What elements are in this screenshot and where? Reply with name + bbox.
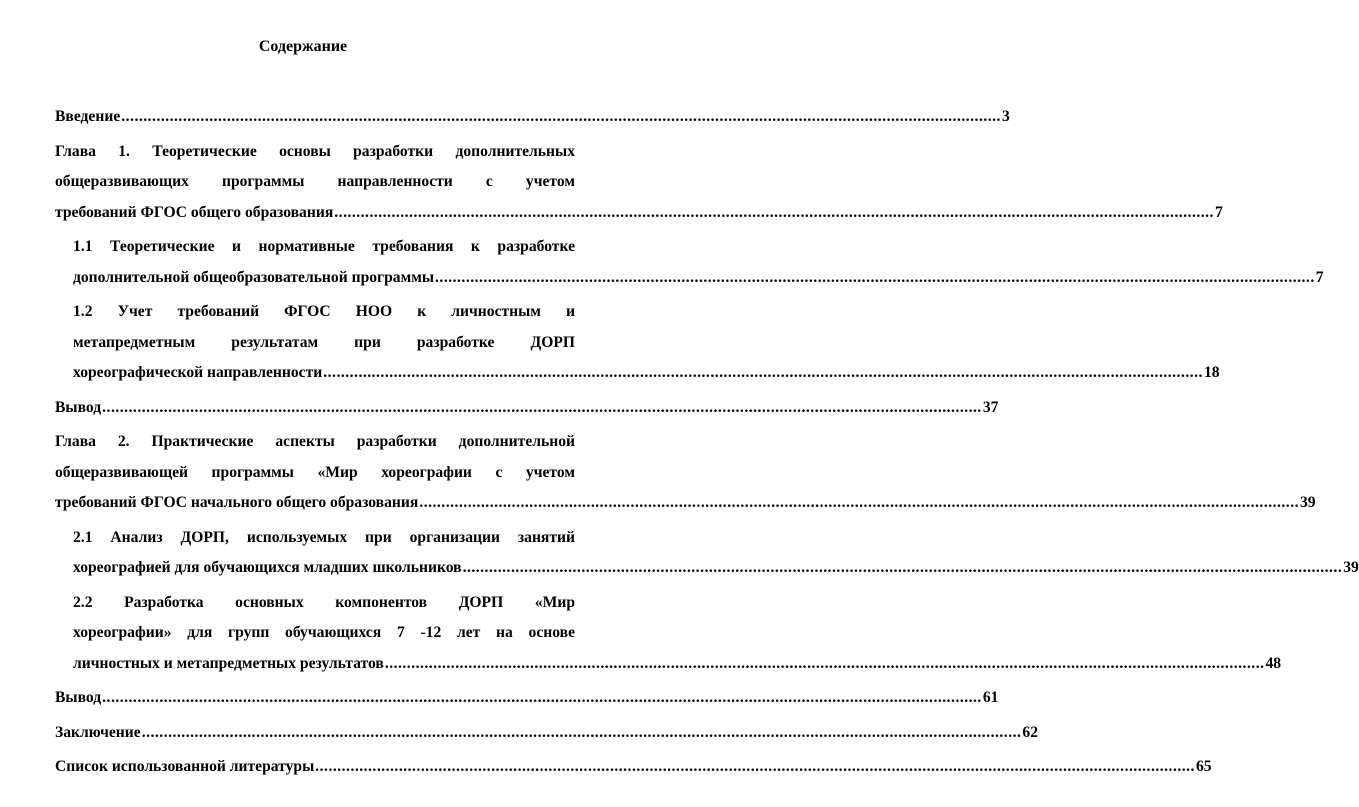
toc-entry-title: Список использованной литературы [55,758,315,775]
toc-entry-title: Вывод [55,689,102,706]
toc-dot-leader: ........................................................................................................................................................................................................ [102,398,982,416]
toc-dot-leader: ........................................................................................................................................................................................................ [334,203,1214,221]
toc-entry [55,523,1359,584]
toc-dot-leader: ........................................................................................................................................................................................................ [462,559,1343,576]
toc-entry [55,588,1282,680]
toc-entry [55,393,999,424]
toc-entry-title: личностных и метапредметных результатов [73,654,384,672]
toc-entry-title: хореографией для обучающихся младших школьников [73,559,462,576]
toc-entry-line: 1.1 Теоретические и нормативные требования к разработке [73,238,575,255]
toc-entry-title: хореографической направленности [73,364,323,381]
toc-entry-last-line [73,358,1220,389]
toc-entry [55,683,999,714]
toc-entry [55,232,1324,293]
toc-page-number: 7 [1315,268,1324,286]
toc-dot-leader: ........................................................................................................................................................................................................ [435,268,1315,286]
toc-entry-last-line [55,488,1316,519]
toc-dot-leader: ........................................................................................................................................................................................................ [419,494,1299,511]
toc-entry-line: 1.2 Учет требований ФГОС НОО к личностным и [73,303,575,320]
page-title: Содержание [258,38,348,55]
toc-entry-last-line [55,198,1223,229]
toc-entry-line: Глава 1. Теоретические основы разработки дополнительных [55,142,575,160]
toc-entry-title: Вывод [55,398,102,416]
toc-page-number: 18 [1203,364,1220,381]
toc-entry-last-line [55,102,1010,133]
toc-entry-line: метапредметным результатам при разработке ДОРП [73,333,575,351]
toc-entry-title: требований ФГОС общего образования [55,203,334,221]
toc-entry-title: Заключение [55,723,141,741]
toc-entry-line: 2.2 Разработка основных компонентов ДОРП «Мир [73,593,575,611]
toc-entry-line: Глава 2. Практические аспекты разработки дополнительной [55,433,575,450]
toc-entry-line: общеразвивающей программы «Мир хореографии с учетом [55,463,575,481]
toc-dot-leader: ........................................................................................................................................................................................................ [141,723,1022,741]
toc-page-number: 65 [1195,758,1212,775]
toc-dot-leader: ........................................................................................................................................................................................................ [323,364,1203,381]
toc-page-number: 7 [1214,203,1223,221]
toc-entry-last-line [73,649,1282,680]
toc-page-number: 61 [982,689,999,706]
toc-entry [55,752,1212,783]
toc-entry-last-line [55,718,1038,749]
table-of-contents [55,102,1359,783]
toc-dot-leader: ........................................................................................................................................................................................................ [384,654,1265,672]
toc-entry-last-line [55,393,999,424]
toc-entry-last-line [55,683,999,714]
toc-dot-leader: ........................................................................................................................................................................................................ [315,758,1195,775]
toc-page-number: 62 [1022,723,1038,741]
toc-entry-line: 2.1 Анализ ДОРП, используемых при организации занятий [73,528,575,546]
toc-entry-last-line [73,553,1359,584]
toc-page-number: 39 [1300,494,1316,511]
toc-entry-line: хореографии» для групп обучающихся 7 -12 лет на основе [73,624,575,641]
toc-dot-leader: ........................................................................................................................................................................................................ [102,689,982,706]
toc-entry [55,297,1220,389]
toc-entry-title: требований ФГОС начального общего образования [55,494,419,511]
toc-page-number: 48 [1265,654,1282,672]
toc-page-number: 3 [1001,108,1010,125]
toc-dot-leader: ........................................................................................................................................................................................................ [121,108,1001,125]
toc-page-number: 39 [1343,559,1359,576]
toc-entry-last-line [73,263,1324,294]
toc-page-number: 37 [982,398,999,416]
toc-entry [55,427,1316,519]
toc-entry-title: дополнительной общеобразовательной программы [73,268,435,286]
toc-entry [55,102,1010,133]
toc-entry-title: Введение [55,108,121,125]
toc-entry-last-line [55,752,1212,783]
toc-entry-line: общеразвивающих программы направленности с учетом [55,173,575,190]
toc-entry [55,718,1038,749]
toc-entry [55,137,1223,229]
